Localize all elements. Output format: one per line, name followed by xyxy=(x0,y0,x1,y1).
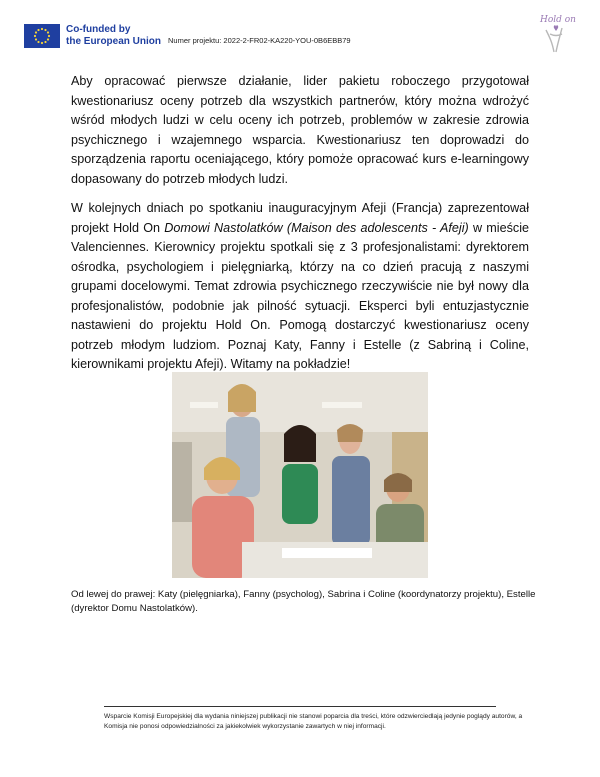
page-header xyxy=(0,0,600,60)
group-photo xyxy=(172,372,428,578)
hands-icon xyxy=(546,28,562,52)
heart-icon xyxy=(554,25,558,31)
logo-text: Hold on xyxy=(540,15,576,25)
photo-caption: Od lewej do prawej: Katy (pielęgniarka), Fanny (psycholog), Sabrina i Coline (koordynatorzy projektu), Estelle (dyrektor Domu Nastolatków). xyxy=(71,589,536,614)
paragraph-1: Aby opracować pierwsze działanie, lider pakietu roboczego przygotował kwestionariusz oceny potrzeb dla wszystkich partnerów, który można wdrożyć wśród młodych ludzi w celu oceny ich potrzeb, problemów w zakresie zdrowia psychicznego i wzajemnego wsparcia. Kwestionariusz ten doprowadzi do sporządzenia raportu oceniającego, który pomoże opracować kurs e-learningowy dopasowany do potrzeb młodych ludzi. xyxy=(71,74,529,186)
footer-disclaimer: Wsparcie Komisji Europejskiej dla wydania niniejszej publikacji nie stanowi poparcia dla treści, które odzwierciedlają jedynie poglądy autorów, a Komisja nie ponosi odpowiedzialności za jakiekolwiek wykorzystanie zawartych w niej informacji. xyxy=(104,713,523,730)
eu-stars-icon xyxy=(24,24,60,48)
footer-divider xyxy=(104,706,496,707)
paragraph-2-end: w mieście Valenciennes. Kierownicy projektu spotkali się z 3 profesjonalistami: dyrektorem ośrodka, psychologiem i pielęgniarką, którzy na co dzień pracują z naszymi grupami docelowymi. Temat zdrowia psychicznego rzeczywiście nie był nowy dla profesjonalistów, podobnie jak pilność sytuacji. Eksperci byli entuzjastycznie nastawieni do projektu Hold On. Pomogą dostarczyć kwestionariusz oceny potrzeb młodym ludziom. Poznaj Katy, Fanny i Estelle (z Sabriną i Coline, kierownikami projektu Afeji). Witamy na pokładzie! xyxy=(71,220,529,371)
group-photo-image xyxy=(172,372,428,578)
eu-line-1: Co-funded by xyxy=(66,24,131,35)
paragraph-2 xyxy=(71,199,529,375)
article-body xyxy=(71,72,529,385)
paragraph-2-start: W kolejnych dniach po spotkaniu inauguracyjnym Afeji (Francja) zaprezentował projekt Hold On xyxy=(71,201,529,235)
eu-flag-icon xyxy=(24,24,60,48)
eu-funding-label xyxy=(66,24,161,48)
project-number: Numer projektu: 2022-2-FR02-KA220-YOU-0B6EBB79 xyxy=(168,36,351,45)
paragraph-2-italic: Domowi Nastolatków (Maison des adolescents - Afeji) xyxy=(164,220,469,235)
eu-line-2: the European Union xyxy=(66,36,161,47)
hold-on-logo xyxy=(532,8,580,56)
